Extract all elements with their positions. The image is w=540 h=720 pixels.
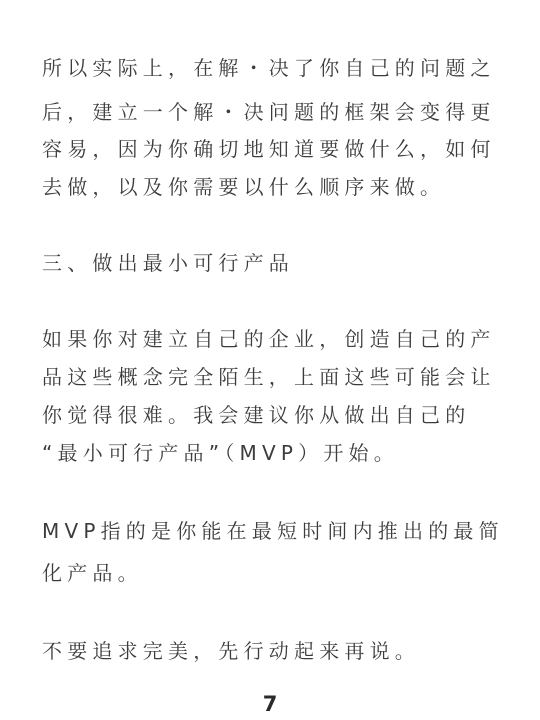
section-heading: 三、做出最小可行产品 [42, 251, 294, 275]
paragraph-line: 你觉得很难。我会建议你从做出自己的 [42, 403, 471, 427]
paragraph-line: “最小可行产品”（MVP）开始。 [42, 441, 399, 465]
paragraph-line: 所以实际上，在解・决了你自己的问题之 [42, 56, 496, 80]
paragraph-line: 去做，以及你需要以什么顺序来做。 [42, 175, 446, 199]
paragraph-line: 化产品。 [42, 561, 143, 585]
paragraph-line: 容易，因为你确切地知道要做什么，如何 [42, 137, 496, 161]
paragraph-line: 不要追求完美，先行动起来再说。 [42, 639, 420, 663]
paragraph-line: 如果你对建立自己的企业，创造自己的产 [42, 327, 496, 351]
paragraph-line: 后，建立一个解・决问题的框架会变得更 [42, 100, 496, 124]
page-number: 7 [262, 692, 278, 716]
paragraph-line: 品这些概念完全陌生，上面这些可能会让 [42, 365, 496, 389]
paragraph-line: MVP指的是你能在最短时间内推出的最简 [42, 519, 504, 543]
